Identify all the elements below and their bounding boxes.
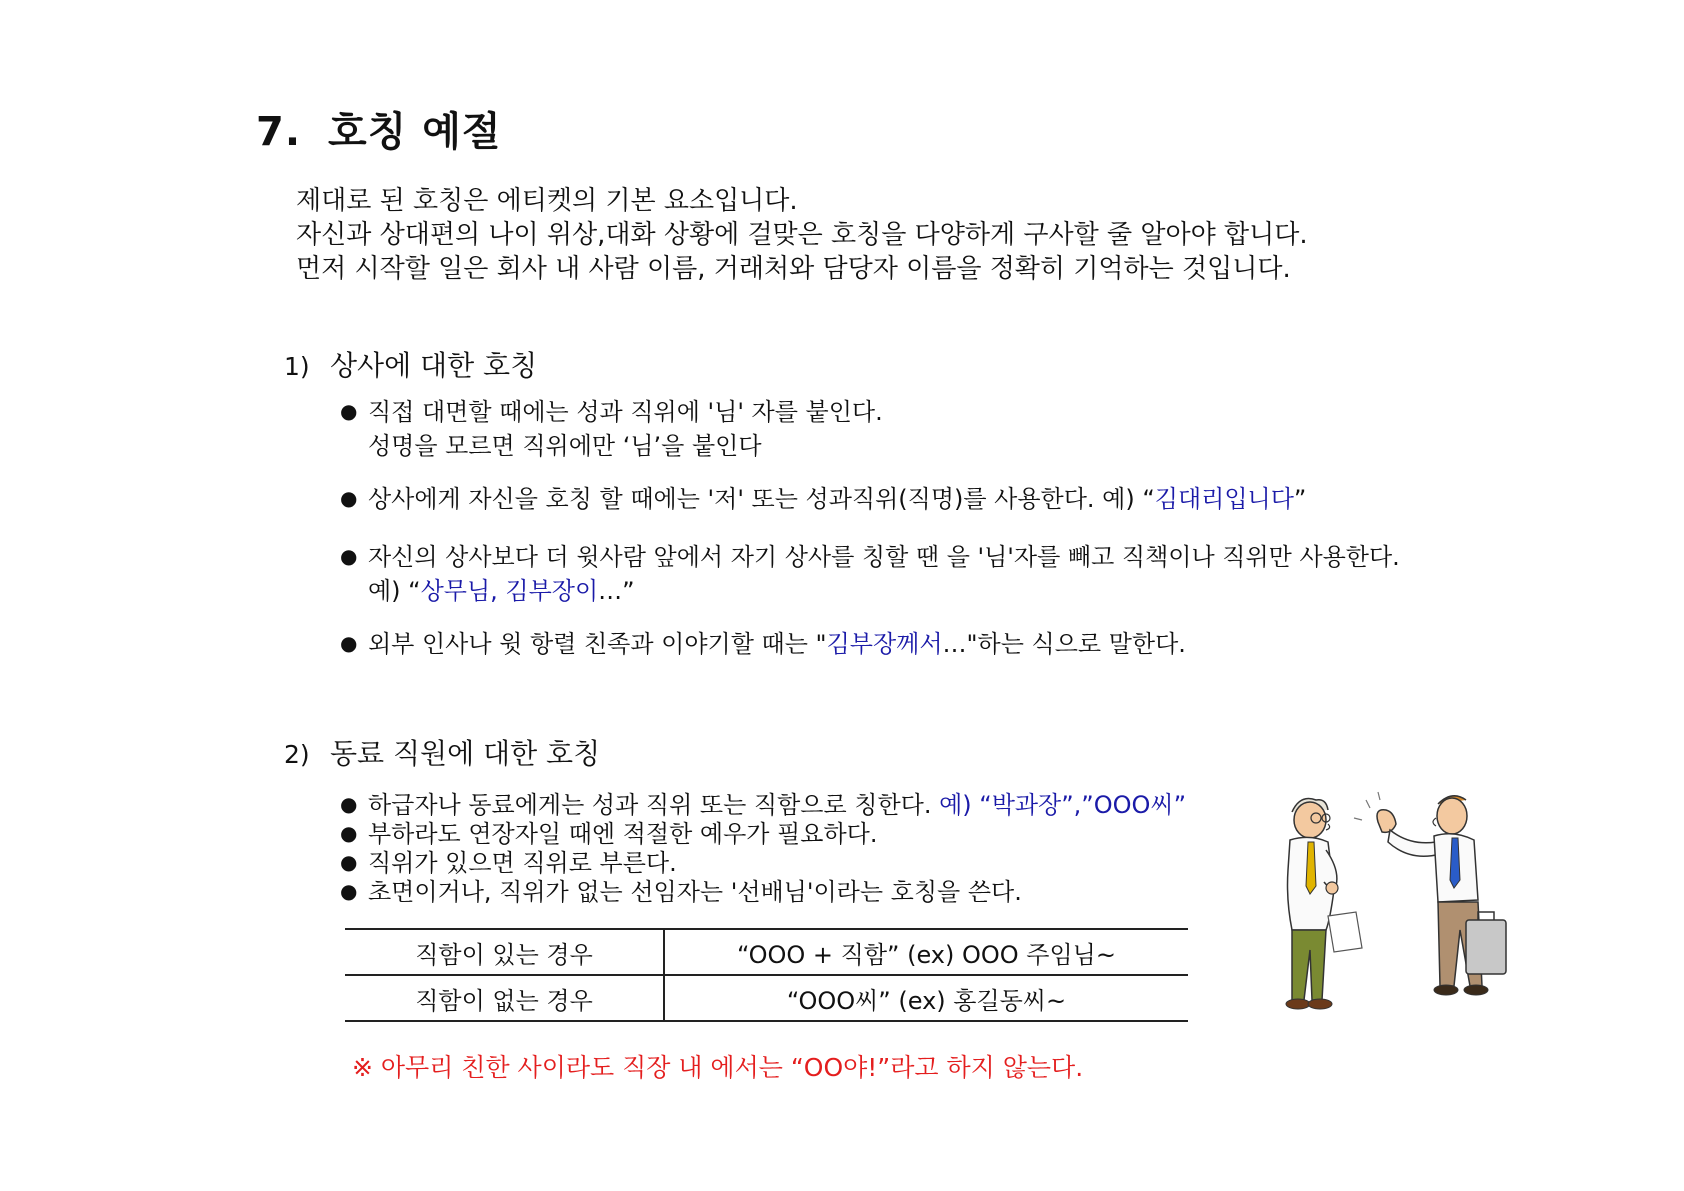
s1-bullet-4-example: 김부장께서 xyxy=(826,630,943,658)
intro-line-2: 자신과 상대편의 나이 위상,대화 상황에 걸맞은 호칭을 다양하게 구사할 줄 알아야 합니다. xyxy=(296,220,1308,250)
left-man-figure xyxy=(1286,799,1362,1010)
s2-bullet-1 xyxy=(340,790,1186,820)
section-2-number: 2) xyxy=(284,740,310,769)
table-cell-label: 직함이 있는 경우 xyxy=(345,929,664,975)
bullet-icon: ● xyxy=(340,399,358,423)
s1-bullet-2-example: 김대리입니다 xyxy=(1154,485,1294,513)
s1-bullet-2-end: ” xyxy=(1293,485,1307,513)
s1-bullet-3-line-2 xyxy=(368,571,635,606)
businessmen-greeting-illustration xyxy=(1270,790,1510,1020)
table-cell-value: “OOO + 직함” (ex) OOO 주임님~ xyxy=(664,929,1188,975)
bullet-icon: ● xyxy=(340,631,358,655)
s1-bullet-3-end: …” xyxy=(598,577,635,605)
warning-note: ※ 아무리 친한 사이라도 직장 내 에서는 “OO야!”라고 하지 않는다. xyxy=(352,1053,1084,1082)
s2-bullet-4 xyxy=(340,877,1022,907)
s1-bullet-4-end: …"하는 식으로 말한다. xyxy=(942,630,1186,658)
intro-line-1: 제대로 된 호칭은 에티켓의 기본 요소입니다. xyxy=(296,186,798,216)
bullet-icon: ● xyxy=(340,486,358,510)
s2-bullet-2-text: 부하라도 연장자일 때엔 적절한 예우가 필요하다. xyxy=(368,820,878,848)
s1-bullet-3-line-1: 자신의 상사보다 더 윗사람 앞에서 자기 상사를 칭할 땐 을 '님'자를 빼고 직책이나 직위만 사용한다. xyxy=(368,543,1400,571)
section-2-heading xyxy=(284,732,600,772)
table-row xyxy=(345,975,1188,1021)
title-usage-table xyxy=(345,928,1188,1022)
title-text: 호칭 예절 xyxy=(328,109,502,155)
s1-bullet-3-prefix: 예) “ xyxy=(368,577,421,605)
bullet-icon: ● xyxy=(340,792,358,816)
s1-bullet-2-text: 상사에게 자신을 호칭 할 때에는 '저' 또는 성과직위(직명)를 사용한다. 예) “ xyxy=(368,485,1155,513)
s1-bullet-3-example: 상무님, 김부장이 xyxy=(420,577,599,605)
bullet-icon: ● xyxy=(340,850,358,874)
table-cell-label: 직함이 없는 경우 xyxy=(345,975,664,1021)
table-cell-value: “OOO씨” (ex) 홍길동씨~ xyxy=(664,975,1188,1021)
section-2-title: 동료 직원에 대한 호칭 xyxy=(330,737,601,770)
table-row xyxy=(345,929,1188,975)
s2-bullet-1-text: 하급자나 동료에게는 성과 직위 또는 직함으로 칭한다. xyxy=(368,791,940,819)
s2-bullet-1-example: 예) “박과장”,”OOO씨” xyxy=(939,791,1187,819)
s2-bullet-3 xyxy=(340,848,677,878)
title-number: 7. xyxy=(256,109,302,155)
right-man-figure xyxy=(1354,792,1506,995)
bullet-icon: ● xyxy=(340,544,358,568)
bullet-icon: ● xyxy=(340,879,358,903)
s1-bullet-1-line-2: 성명을 모르면 직위에만 ‘님’을 붙인다 xyxy=(368,432,762,460)
intro-line-3: 먼저 시작할 일은 회사 내 사람 이름, 거래처와 담당자 이름을 정확히 기억하는 것입니다. xyxy=(296,254,1291,284)
s2-bullet-3-text: 직위가 있으면 직위로 부른다. xyxy=(368,849,677,877)
s1-bullet-2 xyxy=(340,484,1306,514)
s2-bullet-2 xyxy=(340,819,877,849)
s1-bullet-3 xyxy=(340,542,1400,572)
section-1-number: 1) xyxy=(284,352,310,381)
section-1-title: 상사에 대한 호칭 xyxy=(330,349,538,382)
s1-bullet-4-text: 외부 인사나 윗 항렬 친족과 이야기할 때는 " xyxy=(368,630,827,658)
s1-bullet-1 xyxy=(340,397,883,427)
page-title xyxy=(256,100,502,157)
s2-bullet-4-text: 초면이거나, 직위가 없는 선임자는 '선배님'이라는 호칭을 쓴다. xyxy=(368,878,1022,906)
bullet-icon: ● xyxy=(340,821,358,845)
s1-bullet-4 xyxy=(340,629,1186,659)
section-1-heading xyxy=(284,344,537,384)
s1-bullet-1-line-1: 직접 대면할 때에는 성과 직위에 '님' 자를 붙인다. xyxy=(368,398,883,426)
